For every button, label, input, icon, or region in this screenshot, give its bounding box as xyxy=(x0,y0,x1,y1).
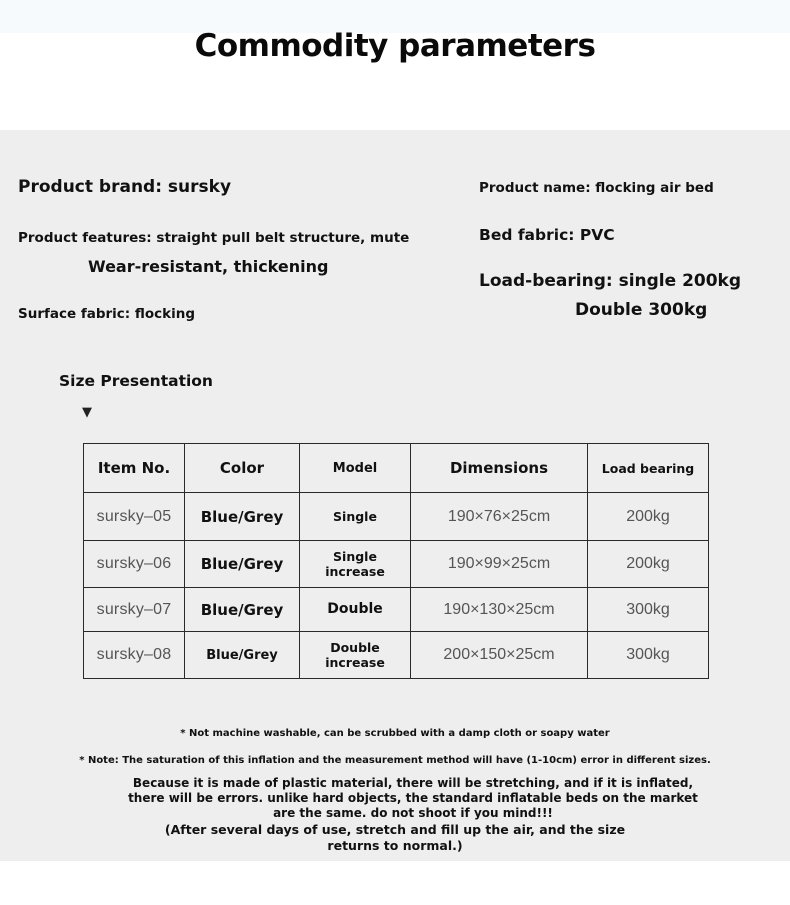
cell-dimensions: 190×99×25cm xyxy=(411,541,588,588)
cell-item-no: sursky–05 xyxy=(84,493,185,541)
error-note: * Note: The saturation of this inflation and the measurement method will have (1-10cm) error in different sizes. xyxy=(79,755,711,766)
cell-load: 300kg xyxy=(588,632,709,679)
wash-note: * Not machine washable, can be scrubbed with a damp cloth or soapy water xyxy=(180,728,610,739)
table-header-row xyxy=(84,444,709,493)
cell-color: Blue/Grey xyxy=(185,632,300,679)
size-presentation-heading: Size Presentation xyxy=(59,372,213,390)
table-row xyxy=(84,541,709,588)
after-use-note: (After several days of use, stretch and fill up the air, and the size returns to normal.) xyxy=(164,822,626,853)
cell-dimensions: 190×130×25cm xyxy=(411,588,588,632)
cell-dimensions: 190×76×25cm xyxy=(411,493,588,541)
cell-color: Blue/Grey xyxy=(185,493,300,541)
cell-load: 200kg xyxy=(588,493,709,541)
cell-item-no: sursky–08 xyxy=(84,632,185,679)
model-line1: Double xyxy=(327,601,383,617)
header-load-bearing: Load bearing xyxy=(588,444,709,493)
table-row xyxy=(84,632,709,679)
bed-fabric: Bed fabric: PVC xyxy=(479,226,615,244)
load-bearing: Load-bearing: single 200kg xyxy=(479,271,742,291)
model-line2: increase xyxy=(325,655,385,670)
model-line1: Double xyxy=(330,640,380,655)
model-line1: Single xyxy=(333,509,377,524)
page-title: Commodity parameters xyxy=(194,28,596,64)
model-line2: increase xyxy=(325,564,385,579)
header-dimensions: Dimensions xyxy=(411,444,588,493)
cell-model xyxy=(300,632,411,679)
table-row xyxy=(84,493,709,541)
cell-item-no: sursky–07 xyxy=(84,588,185,632)
load-bearing-line2: Double 300kg xyxy=(575,300,708,320)
cell-load: 300kg xyxy=(588,588,709,632)
cell-item-no: sursky–06 xyxy=(84,541,185,588)
cell-color: Blue/Grey xyxy=(185,588,300,632)
model-line1: Single xyxy=(333,549,377,564)
parameters-panel xyxy=(0,130,790,861)
size-table xyxy=(83,443,709,679)
cell-model xyxy=(300,493,411,541)
triangle-down-icon: ▼ xyxy=(82,405,92,420)
table-row xyxy=(84,588,709,632)
cell-color: Blue/Grey xyxy=(185,541,300,588)
plastic-note: Because it is made of plastic material, there will be stretching, and if it is inflated, there will be errors. unlike hard objects, the standard inflatable beds on the market are the same. do not shoot if you mind!!! xyxy=(128,776,698,820)
product-brand: Product brand: sursky xyxy=(18,177,232,197)
cell-model xyxy=(300,588,411,632)
header-item-no: Item No. xyxy=(84,444,185,493)
cell-dimensions: 200×150×25cm xyxy=(411,632,588,679)
header-color: Color xyxy=(185,444,300,493)
surface-fabric: Surface fabric: flocking xyxy=(18,306,196,322)
product-name: Product name: flocking air bed xyxy=(479,180,714,196)
cell-load: 200kg xyxy=(588,541,709,588)
cell-model xyxy=(300,541,411,588)
product-features-line2: Wear-resistant, thickening xyxy=(88,257,329,276)
header-model: Model xyxy=(300,444,411,493)
product-features: Product features: straight pull belt structure, mute xyxy=(18,230,410,246)
